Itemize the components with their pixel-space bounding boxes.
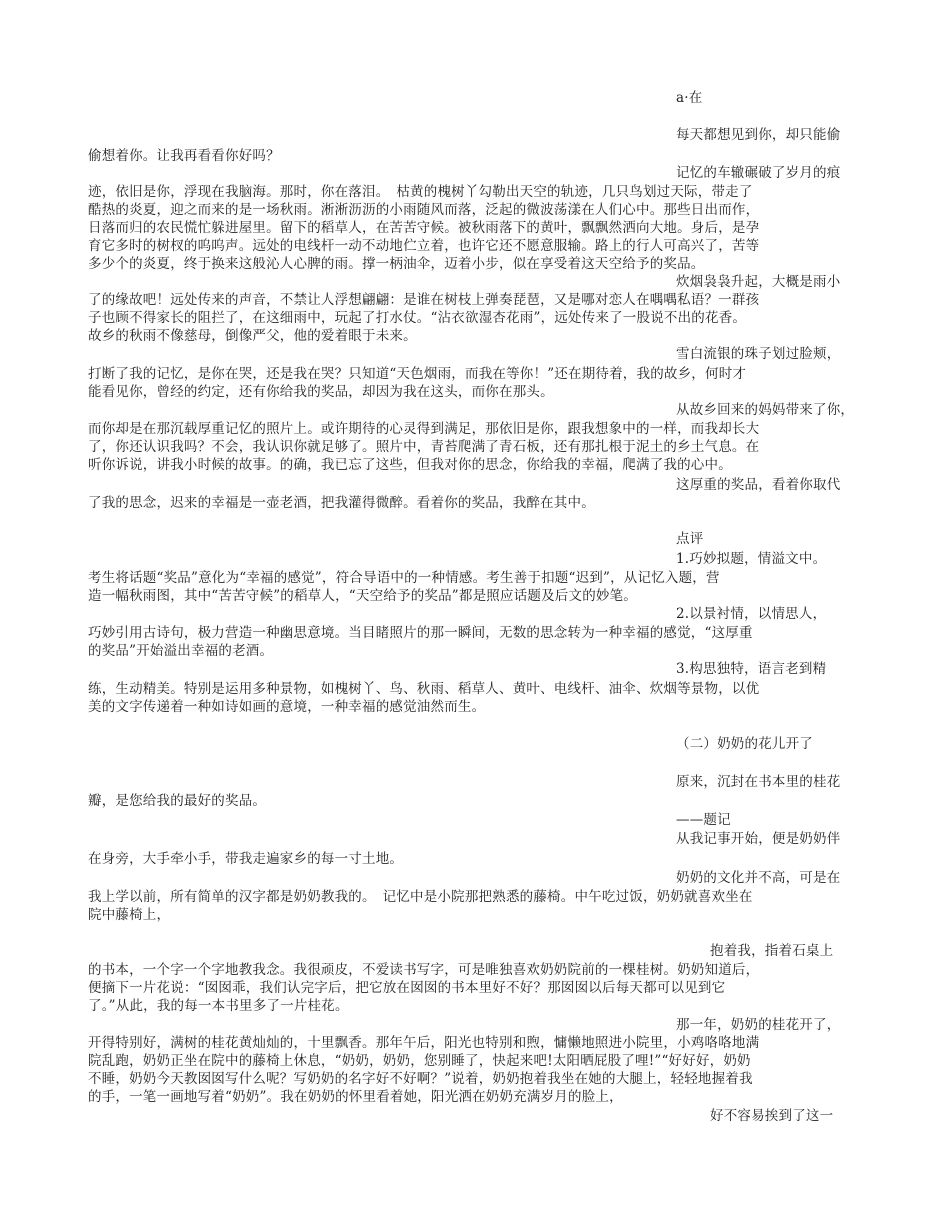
text-line: 了。”从此，我的每一本书里多了一片桂花。 [88,998,349,1014]
text-line: 院乱跑，奶奶正坐在院中的藤椅上休息，“奶奶，奶奶，您别睡了，快起来吧!太阳晒屁股了哩!”“好好好，奶奶 [88,1053,751,1069]
text-line: 3.构思独特，语言老到精 [676,661,827,677]
text-line: 而你却是在那沉载厚重记忆的照片上。或许期待的心灵得到满足，那依旧是你，跟我想象中的一样，而我却长大 [88,421,760,437]
text-line: 了，你还认识我吗？不会，我认识你就足够了。照片中，青苔爬满了青石板，还有那扎根于泥土的乡土气息。在 [88,439,760,455]
text-line: 多少个的炎夏，终于换来这般沁人心脾的雨。撑一柄油伞，迈着小步，似在享受着这天空给予的奖品。 [88,256,705,272]
text-line: 开得特别好，满树的桂花黄灿灿的，十里飘香。那年午后，阳光也特别和煦，慵懒地照进小院里，小鸡咯咯地满 [88,1035,760,1051]
text-line: 便摘下一片花说：“囡囡乖，我们认完字后，把它放在囡囡的书本里好不好？那囡囡以后每天都可以见到它 [88,980,726,996]
text-line: 抱着我，指着石桌上 [710,943,834,959]
section-heading: 点评 [676,531,704,547]
text-line: 从故乡回来的妈妈带来了你， [676,402,855,418]
text-line: 故乡的秋雨不像慈母，倒像严父，他的爱着眼于未来。 [88,328,417,344]
text-line: 那一年，奶奶的桂花开了， [676,1017,841,1033]
text-line: 打断了我的记忆，是你在哭，还是我在哭？只知道“天色烟雨，而我在等你！”还在期待着，我的故乡，何时才 [88,366,747,382]
text-line: 偷想着你。让我再看看你好吗？ [88,148,280,164]
text-line: 2.以景衬情，以情思人， [676,606,827,622]
text-line: 的奖品”开始溢出幸福的老酒。 [88,643,274,659]
text-line: 的书本，一个字一个字地教我念。我很顽皮，不爱读书写字，可是唯独喜欢奶奶院前的一棵桂树。奶奶知道后， [88,962,760,978]
text-line: 奶奶的文化并不高，可是在 [676,870,841,886]
text-line: 美的文字传递着一种如诗如画的意境，一种幸福的感觉油然而生。 [88,699,486,715]
text-line: 练，生动精美。特别是运用多种景物，如槐树丫、鸟、秋雨、稻草人、黄叶、电线杆、油伞、炊烟等景物，以优 [88,681,760,697]
text-line: 巧妙引用古诗句，极力营造一种幽思意境。当目睹照片的那一瞬间，无数的思念转为一种幸福的感觉，“这厚重 [88,625,753,641]
text-line: 1.巧妙拟题，情溢文中。 [676,551,827,567]
text-line: 雪白流银的珠子划过脸颊， [676,346,841,362]
text-line: 听你诉说，讲我小时候的故事。的确，我已忘了这些，但我对你的思念，你给我的幸福，爬满了我的心中。 [88,457,732,473]
text-line: 子也顾不得家长的阻拦了，在这细雨中，玩起了打水仗。“沾衣欲湿杏花雨”，远处传来了一股说不出的花香。 [88,310,747,326]
text-line: 迹，依旧是你，浮现在我脑海。那时，你在落泪。 枯黄的槐树丫勾勒出天空的轨迹，几只鸟划过天际，带走了 [88,184,753,200]
epigraph-label: ——题记 [676,812,731,828]
section-title: （二）奶奶的花儿开了 [676,736,813,752]
text-line: 这厚重的奖品，看着你取代 [676,477,841,493]
text-line: 好不容易挨到了这一 [710,1108,834,1124]
text-line: 能看见你，曾经的约定，还有你给我的奖品，却因为我在这头，而你在那头。 [88,384,554,400]
text-line: 育它多时的树杈的呜呜声。远处的电线杆一动不动地伫立着，也许它还不愿意服输。路上的行人可高兴了，苦等 [88,238,760,254]
text-line: 不睡，奶奶今天教囡囡写什么呢？写奶奶的名字好不好啊？”说着，奶奶抱着我坐在她的大腿上，轻轻地握着我 [88,1071,753,1087]
text-line: 在身旁，大手牵小手，带我走遍家乡的每一寸土地。 [88,851,404,867]
text-line: 原来，沉封在书本里的桂花 [676,774,841,790]
text-line: 从我记事开始，便是奶奶伴 [676,831,841,847]
text-line: 日落而归的农民慌忙躲进屋里。留下的稻草人，在苦苦守候。被秋雨落下的黄叶，飘飘然洒向大地。身后，是孕 [88,220,760,236]
text-line: 院中藤椅上， [88,907,171,923]
text-line: 了我的思念，迟来的幸福是一壶老酒，把我灌得微醉。看着你的奖品，我醉在其中。 [88,495,595,511]
text-line: 记忆的车辙碾破了岁月的痕 [676,165,841,181]
text-line: 了的缘故吧！远处传来的声音，不禁让人浮想翩翩：是谁在树枝上弹奏琵琶，又是哪对恋人在喁喁私语？一群孩 [88,292,760,308]
text-line: 我上学以前，所有简单的汉字都是奶奶教我的。 记忆中是小院那把熟悉的藤椅。中午吃过饭，奶奶就喜欢坐在 [88,889,753,905]
text-line: 每天都想见到你，却只能偷 [676,127,841,143]
text-line: a·在 [676,90,703,106]
text-line: 炊烟袅袅升起，大概是雨小 [676,274,841,290]
text-line: 造一幅秋雨图，其中“苦苦守候”的稻草人，“天空给予的奖品”都是照应话题及后文的妙笔。 [88,588,638,604]
text-line: 瓣，是您给我的最好的奖品。 [88,793,267,809]
text-line: 考生将话题“奖品”意化为“幸福的感觉”，符合导语中的一种情感。考生善于扣题“迟到”，从记忆入题，营 [88,570,720,586]
text-line: 的手，一笔一画地写着“奶奶”。我在奶奶的怀里看着她，阳光洒在奶奶充满岁月的脸上， [88,1089,623,1105]
text-line: 酷热的炎夏，迎之而来的是一场秋雨。淅淅沥沥的小雨随风而落，泛起的微波荡漾在人们心中。那些日出而作， [88,202,760,218]
